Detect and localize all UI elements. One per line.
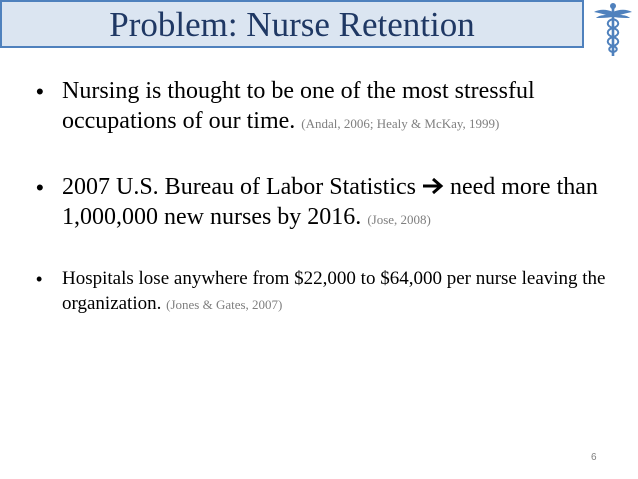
page-number: 6: [591, 452, 597, 463]
bullet-dot: •: [36, 175, 44, 200]
citation: (Jose, 2008): [367, 212, 431, 227]
bullet-list: [36, 76, 606, 316]
bullet-dot: •: [36, 269, 43, 289]
bullet-text: Nursing is thought to be one of the most stressful occupations of our time.: [62, 78, 535, 134]
title-bar: [0, 0, 584, 48]
citation: (Jones & Gates, 2007): [166, 297, 283, 312]
citation: (Andal, 2006; Healy & McKay, 1999): [301, 116, 500, 131]
bullet-text: Hospitals lose anywhere from $22,000 to $64,000 per nurse leaving the organization.: [62, 268, 606, 314]
bullet-item: [36, 76, 606, 136]
bullet-text: need more than 1,000,000 new nurses by 2016.: [62, 174, 598, 230]
caduceus-icon: [593, 0, 633, 58]
bullet-item: [36, 172, 606, 232]
bullet-text: 2007 U.S. Bureau of Labor Statistics: [62, 174, 416, 200]
slide-title: Problem: Nurse Retention: [109, 4, 475, 44]
right-arrow-icon: [422, 177, 444, 195]
bullet-item: [36, 266, 606, 316]
bullet-dot: •: [36, 79, 44, 104]
